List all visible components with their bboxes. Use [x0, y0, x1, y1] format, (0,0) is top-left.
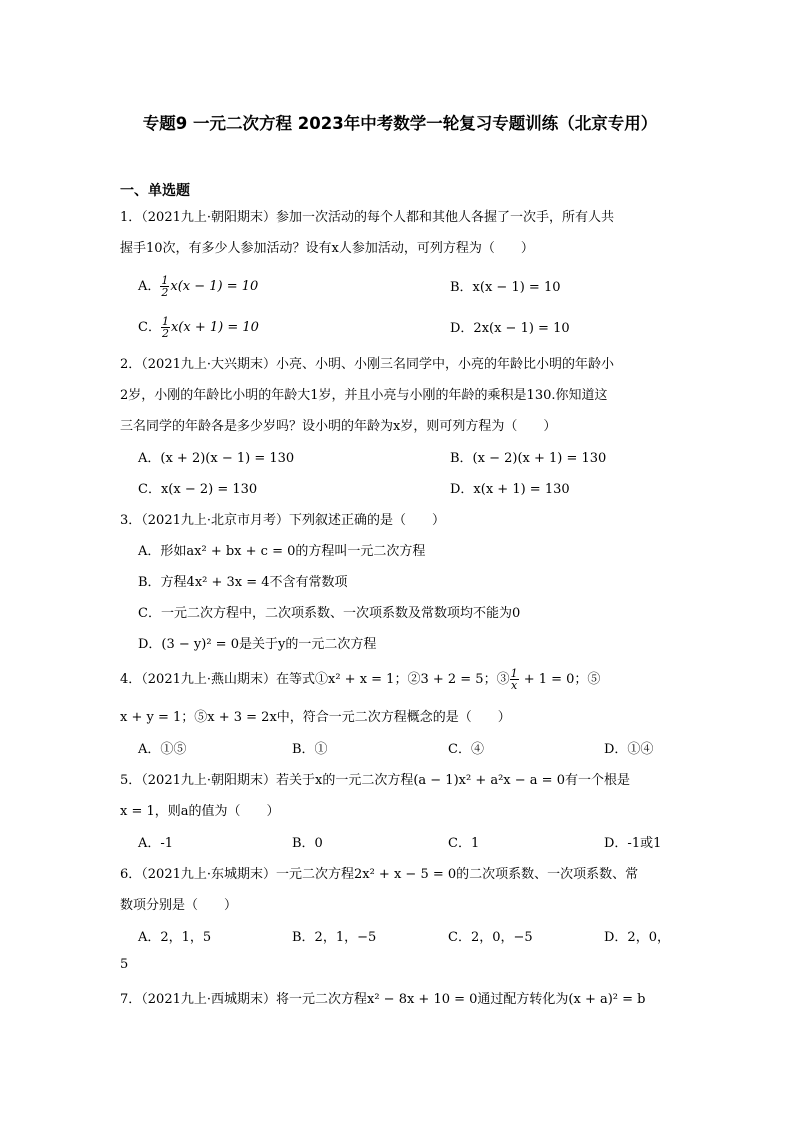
question-6-option-c[interactable]: C．2，0，−5: [448, 930, 533, 945]
question-2-option-a[interactable]: A．(x + 2)(x − 1) = 130: [138, 451, 295, 466]
question-5-option-b[interactable]: B．0: [292, 836, 323, 851]
question-7-line-1: 7．（2021九上·西城期末）将一元二次方程x² − 8x + 10 = 0通过配方转化为(x + a)² = b: [120, 992, 646, 1007]
question-4-option-d[interactable]: D．①④: [604, 742, 654, 757]
question-4-option-b[interactable]: B．①: [292, 742, 328, 757]
question-6-line-1: 6．（2021九上·东城期末）一元二次方程2x² + x − 5 = 0的二次项系数、一次项系数、常: [120, 867, 639, 882]
question-3-option-b[interactable]: B．方程4x² + 3x = 4不含有常数项: [138, 575, 348, 590]
question-2-option-c[interactable]: C．x(x − 2) = 130: [138, 482, 258, 497]
fraction: $\frac{1}{2}$: [161, 315, 169, 340]
question-1-line-2: 握手10次，有多少人参加活动？设有x人参加活动，可列方程为（ ）: [120, 241, 534, 256]
question-5-line-1: 5．（2021九上·朝阳期末）若关于x的一元二次方程(a − 1)x² + a²x − a = 0有一个根是: [120, 773, 630, 788]
question-1-line-1: 1．（2021九上·朝阳期末）参加一次活动的每个人都和其他人各握了一次手，所有人共: [120, 210, 614, 225]
question-6-line-2: 数项分别是（ ）: [120, 898, 238, 913]
question-1-option-d[interactable]: D．2x(x − 1) = 10: [450, 321, 570, 336]
option-expression: x(x − 1) = 10: [170, 279, 259, 294]
question-5-option-c[interactable]: C．1: [448, 836, 480, 851]
question-5-option-d[interactable]: D．-1或1: [604, 836, 662, 851]
question-2-option-d[interactable]: D．x(x + 1) = 130: [450, 482, 570, 497]
question-4-line-1: 4．（2021九上·燕山期末）在等式①x² + x = 1；②3 + 2 = 5；③ $\frac{1}{x}$ + 1 = 0；⑤: [120, 667, 601, 692]
question-2-line-2: 2岁，小刚的年龄比小明的年龄大1岁，并且小亮与小刚的年龄的乘积是130.你知道这: [120, 388, 608, 403]
question-2-option-b[interactable]: B．(x − 2)(x + 1) = 130: [450, 451, 607, 466]
question-1-option-b[interactable]: B．x(x − 1) = 10: [450, 280, 561, 295]
question-3-option-c[interactable]: C．一元二次方程中，二次项系数、一次项系数及常数项均不能为0: [138, 606, 521, 621]
section-heading: 一、单选题: [120, 183, 190, 199]
fraction: $\frac{1}{x}$: [510, 667, 518, 692]
question-3-line-1: 3．（2021九上·北京市月考）下列叙述正确的是（ ）: [120, 513, 445, 528]
page-title: 专题9 一元二次方程 2023年中考数学一轮复习专题训练（北京专用）: [142, 114, 658, 133]
question-6-option-b[interactable]: B．2，1，−5: [292, 930, 377, 945]
question-1-option-c[interactable]: [138, 316, 259, 339]
question-1-option-a[interactable]: [138, 275, 258, 298]
question-4-option-c[interactable]: C．④: [448, 742, 484, 757]
question-4-line-2: x + y = 1；⑤x + 3 = 2x中，符合一元二次方程概念的是（ ）: [120, 710, 511, 725]
question-6-option-d-wrap: 5: [120, 957, 129, 972]
fraction: $\frac{1}{2}$: [161, 274, 169, 299]
question-6-option-d[interactable]: D．2，0，: [604, 930, 670, 945]
question-2-line-1: 2．（2021九上·大兴期末）小亮、小明、小刚三名同学中，小亮的年龄比小明的年龄小: [120, 357, 614, 372]
option-letter: A．: [138, 279, 161, 294]
option-letter: C．: [138, 320, 161, 335]
question-3-option-d[interactable]: D．(3 − y)² = 0是关于y的一元二次方程: [138, 637, 377, 652]
question-5-line-2: x = 1，则a的值为（ ）: [120, 804, 280, 819]
question-4-option-a[interactable]: A．①⑤: [138, 742, 187, 757]
question-2-line-3: 三名同学的年龄各是多少岁吗？设小明的年龄为x岁，则可列方程为（ ）: [120, 419, 557, 434]
question-5-option-a[interactable]: A．-1: [138, 836, 174, 851]
question-6-option-a[interactable]: A．2，1，5: [138, 930, 212, 945]
option-expression: x(x + 1) = 10: [170, 320, 259, 335]
question-3-option-a[interactable]: A．形如ax² + bx + c = 0的方程叫一元二次方程: [138, 544, 426, 559]
